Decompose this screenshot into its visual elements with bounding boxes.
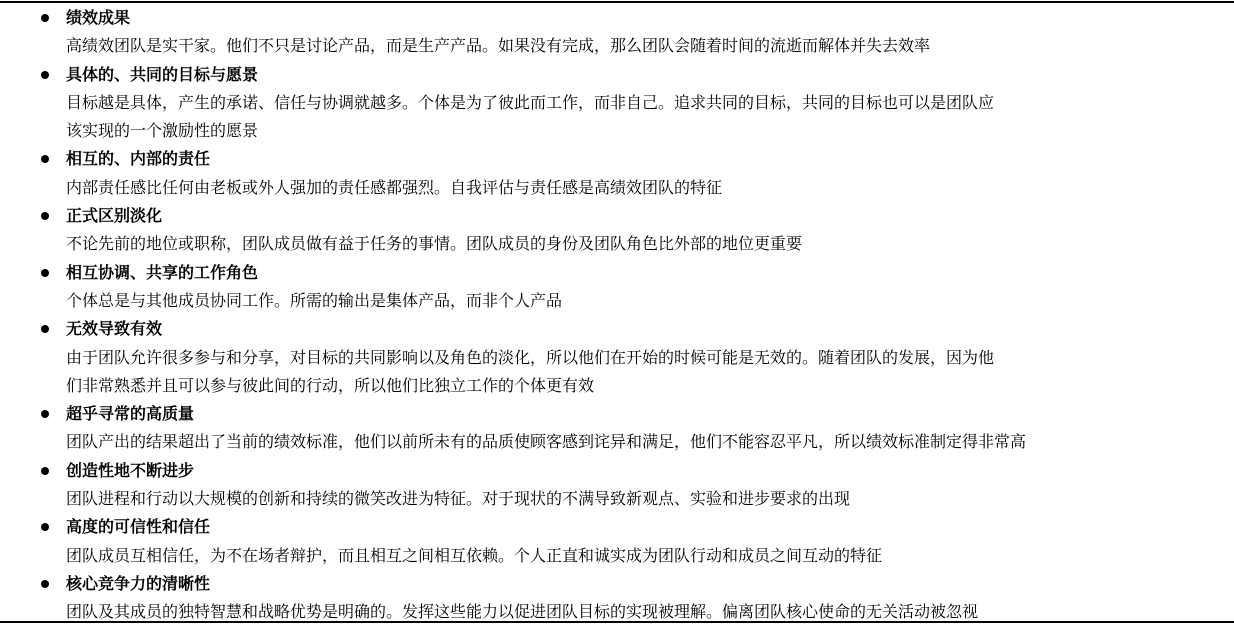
bullet-icon <box>41 269 49 277</box>
item-description-line: 不论先前的地位或职称，团队成员做有益于任务的事情。团队成员的身份及团队角色比外部的地位更重要 <box>66 234 803 254</box>
bullet-icon <box>41 410 49 418</box>
item-title: 正式区别淡化 <box>66 206 163 226</box>
list-item <box>0 315 1234 400</box>
item-description-line: 内部责任感比任何由老板或外人强加的责任感都强烈。自我评估与责任感是高绩效团队的特征 <box>66 177 723 197</box>
item-title: 绩效成果 <box>66 8 131 27</box>
bullet-icon <box>41 155 49 163</box>
bullet-icon <box>41 467 49 475</box>
list-item <box>0 570 1234 627</box>
item-description-line: 团队产出的结果超出了当前的绩效标准，他们以前所未有的品质使顾客感到诧异和满足，他们不能容忍平凡，所以绩效标准制定得非常高 <box>66 432 1027 452</box>
list-item <box>0 513 1234 570</box>
item-title: 无效导致有效 <box>66 319 163 339</box>
list-item <box>0 457 1234 514</box>
bullet-icon <box>41 212 49 220</box>
bullet-icon <box>41 325 49 333</box>
item-title-row <box>0 513 1234 541</box>
item-title-row <box>0 4 1234 32</box>
item-title: 具体的、共同的目标与愿景 <box>66 64 259 84</box>
item-title: 高度的可信性和信任 <box>66 517 211 537</box>
item-title-row <box>0 145 1234 173</box>
list-item <box>0 145 1234 202</box>
item-title-row <box>0 315 1234 343</box>
list-item <box>0 259 1234 316</box>
item-description-line: 由于团队允许很多参与和分享，对目标的共同影响以及角色的淡化，所以他们在开始的时候可能是无效的。随着团队的发展，因为他 <box>66 347 995 367</box>
list-item <box>0 202 1234 259</box>
bullet-icon <box>41 523 49 531</box>
item-title-row <box>0 202 1234 230</box>
list-item <box>0 4 1234 61</box>
item-title: 超乎寻常的高质量 <box>66 404 195 424</box>
item-title-row <box>0 259 1234 287</box>
item-title-row <box>0 400 1234 428</box>
top-rule <box>0 1 1234 3</box>
item-description-line: 该实现的一个激励性的愿景 <box>66 121 259 141</box>
item-title: 相互的、内部的责任 <box>66 149 211 169</box>
item-description-line: 目标越是具体，产生的承诺、信任与协调就越多。个体是为了彼此而工作，而非自己。追求共同的目标，共同的目标也可以是团队应 <box>66 92 995 112</box>
item-title: 创造性地不断进步 <box>66 460 195 480</box>
item-title-row <box>0 61 1234 89</box>
characteristics-list <box>0 4 1234 627</box>
item-title-row <box>0 457 1234 485</box>
item-description-line: 团队进程和行动以大规模的创新和持续的微笑改进为特征。对于现状的不满导致新观点、实验和进步要求的出现 <box>66 489 851 509</box>
bullet-icon <box>41 14 49 22</box>
list-item <box>0 61 1234 146</box>
item-title: 相互协调、共享的工作角色 <box>66 262 259 282</box>
item-description-line: 团队及其成员的独特智慧和战略优势是明确的。发挥这些能力以促进团队目标的实现被理解。偏离团队核心使命的无关活动被忽视 <box>66 602 979 622</box>
item-description-line: 们非常熟悉并且可以参与彼此间的行动，所以他们比独立工作的个体更有效 <box>66 375 595 395</box>
bottom-rule <box>0 621 1234 623</box>
bullet-icon <box>41 580 49 588</box>
item-title: 核心竞争力的清晰性 <box>66 573 211 593</box>
item-title-row <box>0 570 1234 598</box>
item-description-line: 个体总是与其他成员协同工作。所需的输出是集体产品，而非个人产品 <box>66 290 563 310</box>
item-description-line: 高绩效团队是实干家。他们不只是讨论产品，而是生产产品。如果没有完成，那么团队会随着时间的流逝而解体并失去效率 <box>66 36 931 56</box>
list-item <box>0 400 1234 457</box>
item-description-line: 团队成员互相信任，为不在场者辩护，而且相互之间相互依赖。个人正直和诚实成为团队行动和成员之间互动的特征 <box>66 545 883 565</box>
bullet-icon <box>41 71 49 79</box>
